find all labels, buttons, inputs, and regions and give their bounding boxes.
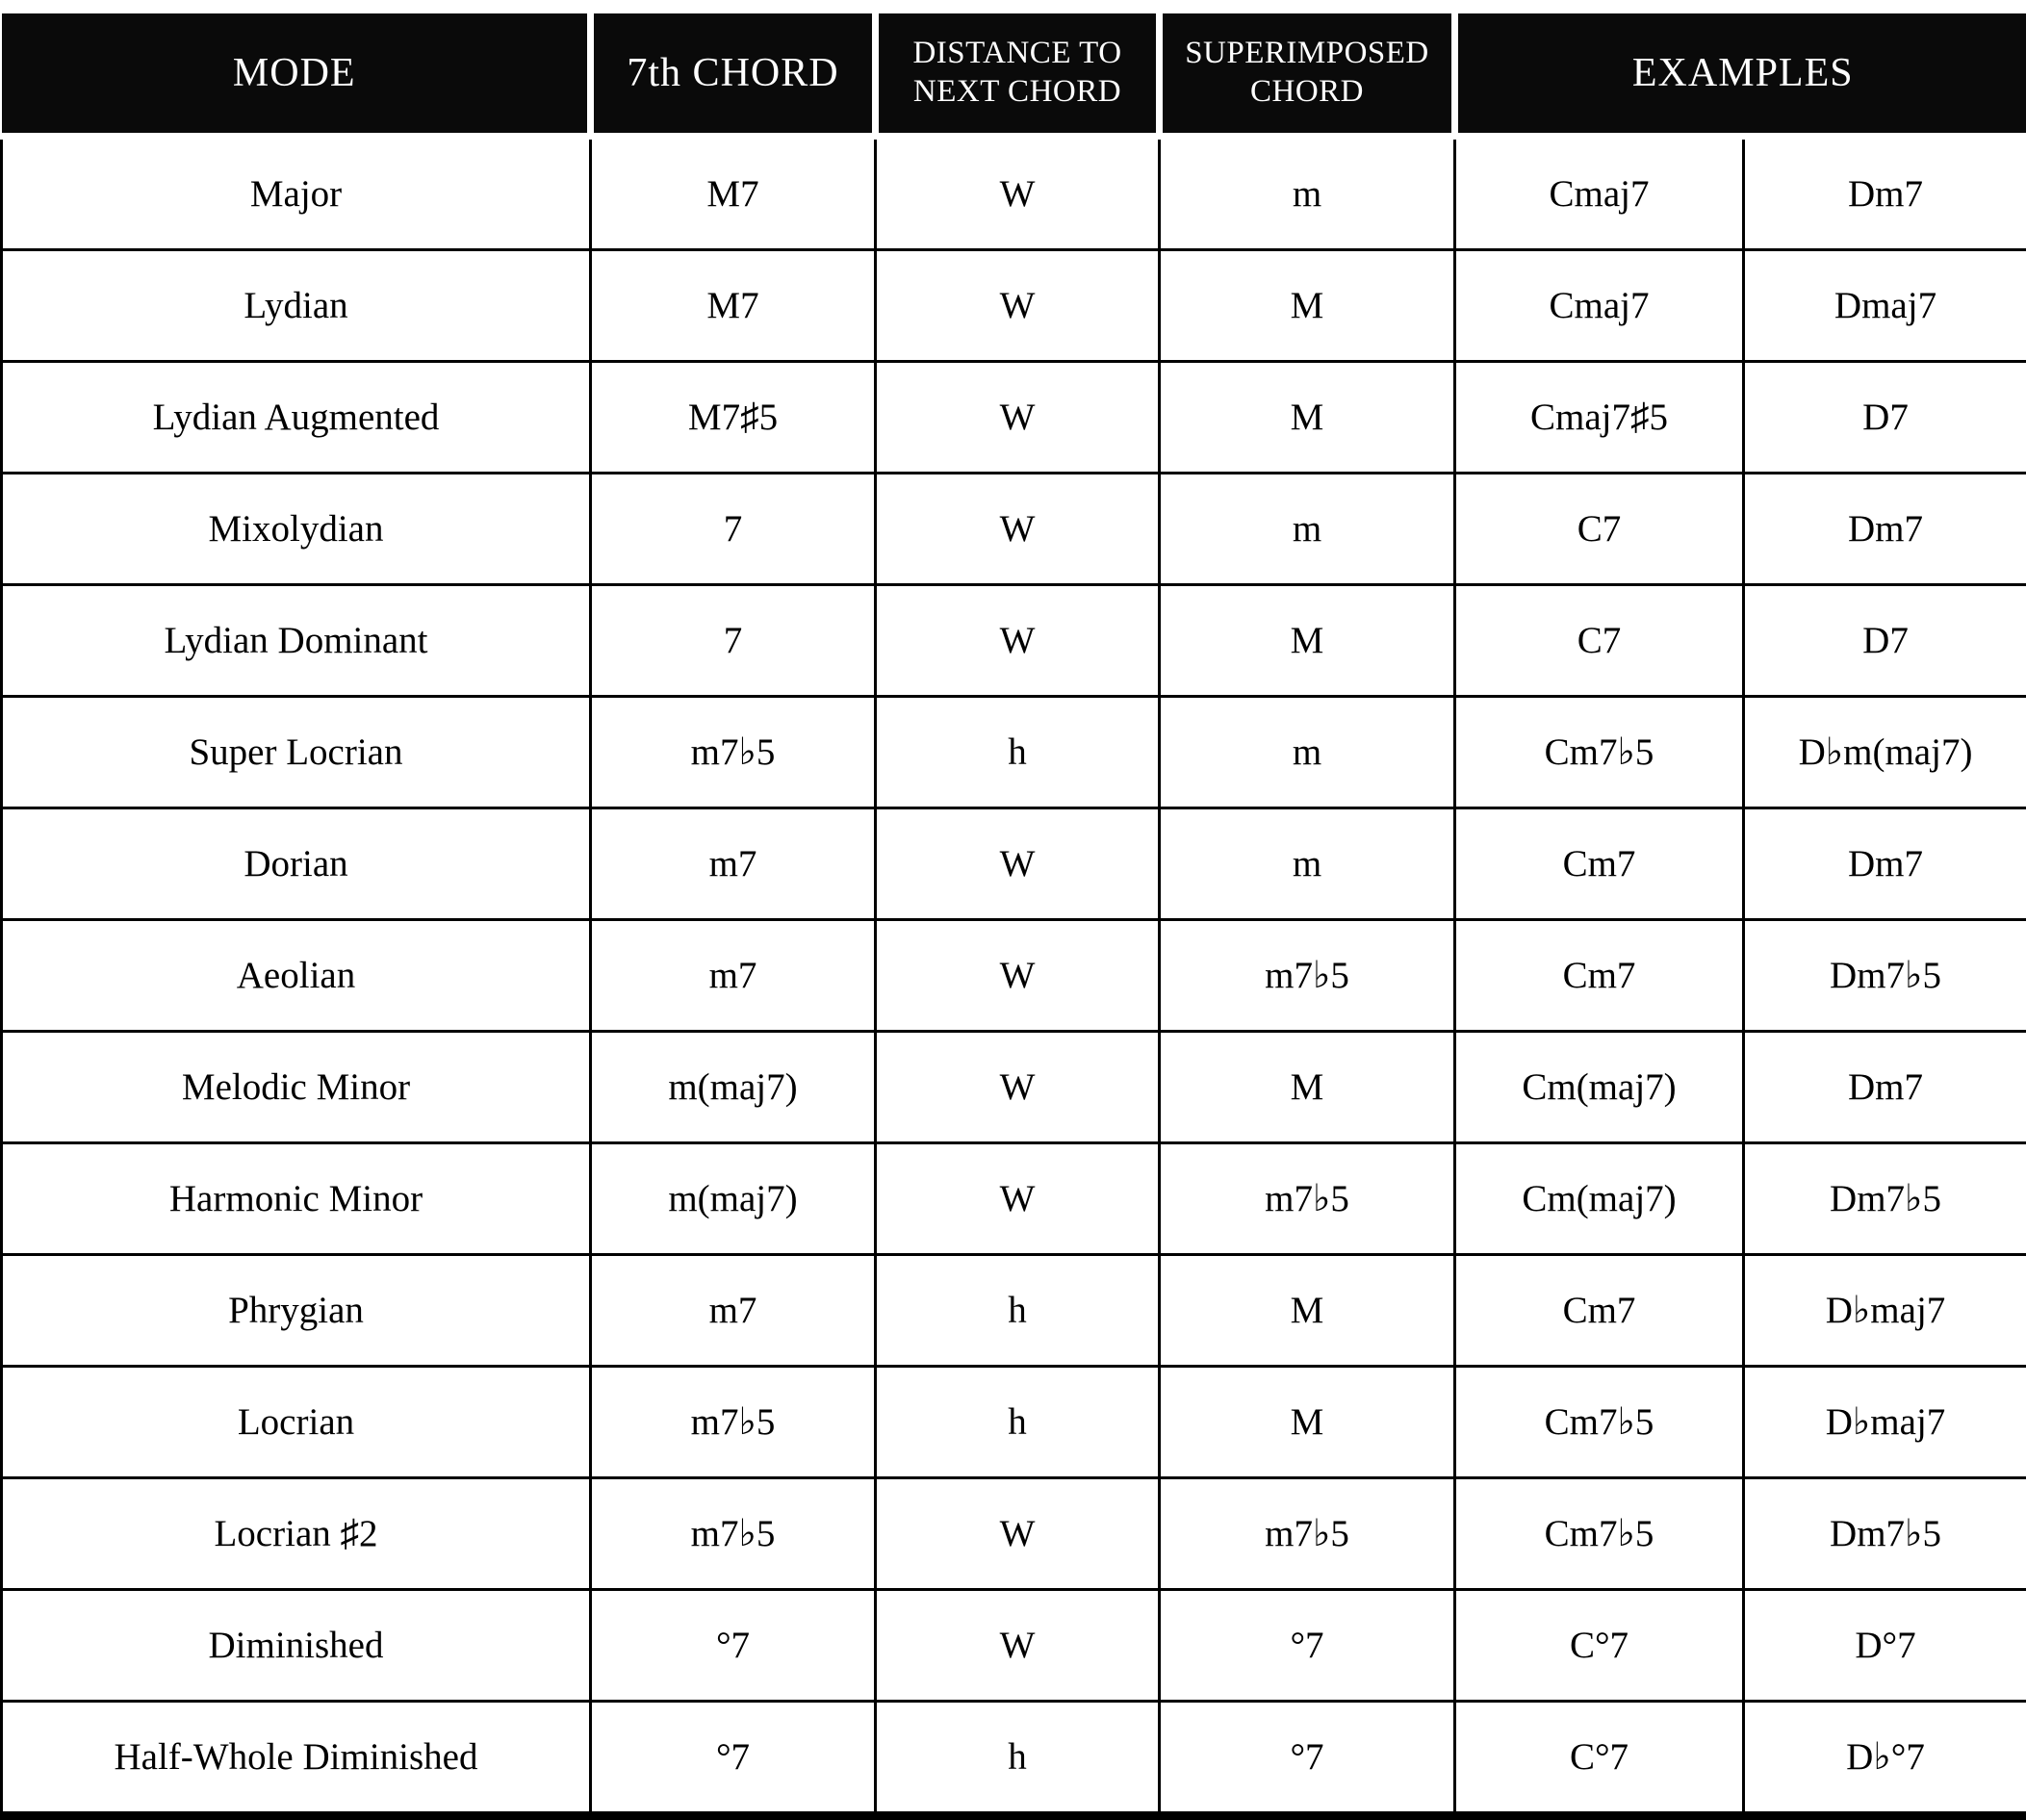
table-row xyxy=(2,697,2026,808)
table-row xyxy=(2,362,2026,474)
cell-distance-to-next-chord: W xyxy=(876,1478,1160,1590)
cell-mode: Aeolian xyxy=(2,920,591,1032)
cell-example-1: Cmaj7 xyxy=(1455,250,1744,362)
cell-seventh-chord: m7♭5 xyxy=(591,1367,876,1478)
cell-mode: Super Locrian xyxy=(2,697,591,808)
cell-mode: Locrian xyxy=(2,1367,591,1478)
cell-mode: Lydian Augmented xyxy=(2,362,591,474)
cell-mode: Harmonic Minor xyxy=(2,1143,591,1255)
cell-mode: Lydian Dominant xyxy=(2,585,591,697)
cell-superimposed-chord: M xyxy=(1160,362,1455,474)
cell-example-1: Cm7♭5 xyxy=(1455,697,1744,808)
header-examples: EXAMPLES xyxy=(1455,13,2026,137)
cell-superimposed-chord: M xyxy=(1160,1255,1455,1367)
cell-mode: Locrian ♯2 xyxy=(2,1478,591,1590)
table-row xyxy=(2,1367,2026,1478)
cell-example-1: Cm7♭5 xyxy=(1455,1367,1744,1478)
header-row xyxy=(2,13,2026,137)
table-row xyxy=(2,808,2026,920)
cell-seventh-chord: °7 xyxy=(591,1702,876,1816)
cell-superimposed-chord: m xyxy=(1160,137,1455,250)
cell-superimposed-chord: m7♭5 xyxy=(1160,1478,1455,1590)
cell-example-2: Dm7 xyxy=(1744,1032,2026,1143)
cell-distance-to-next-chord: W xyxy=(876,1032,1160,1143)
cell-distance-to-next-chord: W xyxy=(876,1143,1160,1255)
cell-superimposed-chord: °7 xyxy=(1160,1702,1455,1816)
cell-seventh-chord: m7 xyxy=(591,808,876,920)
cell-distance-to-next-chord: W xyxy=(876,920,1160,1032)
cell-example-2: Dm7♭5 xyxy=(1744,920,2026,1032)
cell-mode: Diminished xyxy=(2,1590,591,1702)
table-row xyxy=(2,474,2026,585)
cell-example-1: Cm7 xyxy=(1455,920,1744,1032)
cell-mode: Lydian xyxy=(2,250,591,362)
cell-seventh-chord: m7 xyxy=(591,1255,876,1367)
cell-example-1: Cm(maj7) xyxy=(1455,1032,1744,1143)
table-body xyxy=(2,137,2026,1816)
cell-superimposed-chord: m xyxy=(1160,474,1455,585)
cell-example-1: Cm7♭5 xyxy=(1455,1478,1744,1590)
cell-example-1: Cmaj7 xyxy=(1455,137,1744,250)
cell-mode: Dorian xyxy=(2,808,591,920)
cell-distance-to-next-chord: W xyxy=(876,250,1160,362)
table-row xyxy=(2,1478,2026,1590)
cell-seventh-chord: m7♭5 xyxy=(591,1478,876,1590)
cell-example-2: D7 xyxy=(1744,585,2026,697)
cell-superimposed-chord: M xyxy=(1160,585,1455,697)
cell-mode: Major xyxy=(2,137,591,250)
cell-example-2: Dm7 xyxy=(1744,808,2026,920)
table-row xyxy=(2,585,2026,697)
cell-distance-to-next-chord: h xyxy=(876,697,1160,808)
cell-seventh-chord: °7 xyxy=(591,1590,876,1702)
cell-distance-to-next-chord: W xyxy=(876,137,1160,250)
cell-superimposed-chord: M xyxy=(1160,1367,1455,1478)
cell-seventh-chord: m(maj7) xyxy=(591,1143,876,1255)
header-superimposed-chord: SUPERIMPOSED CHORD xyxy=(1160,13,1455,137)
table-row xyxy=(2,1590,2026,1702)
cell-mode: Phrygian xyxy=(2,1255,591,1367)
cell-superimposed-chord: m7♭5 xyxy=(1160,920,1455,1032)
table-row xyxy=(2,250,2026,362)
cell-distance-to-next-chord: W xyxy=(876,362,1160,474)
cell-distance-to-next-chord: h xyxy=(876,1702,1160,1816)
cell-distance-to-next-chord: W xyxy=(876,474,1160,585)
cell-example-2: D♭maj7 xyxy=(1744,1255,2026,1367)
cell-example-1: C°7 xyxy=(1455,1590,1744,1702)
cell-distance-to-next-chord: W xyxy=(876,585,1160,697)
cell-example-2: D♭m(maj7) xyxy=(1744,697,2026,808)
cell-distance-to-next-chord: W xyxy=(876,1590,1160,1702)
cell-example-2: Dm7♭5 xyxy=(1744,1143,2026,1255)
table-row xyxy=(2,1143,2026,1255)
cell-seventh-chord: m7 xyxy=(591,920,876,1032)
cell-seventh-chord: 7 xyxy=(591,474,876,585)
table-row xyxy=(2,1702,2026,1816)
cell-seventh-chord: M7 xyxy=(591,250,876,362)
cell-example-2: Dm7 xyxy=(1744,474,2026,585)
cell-example-1: C7 xyxy=(1455,474,1744,585)
table-header xyxy=(2,13,2026,137)
cell-seventh-chord: 7 xyxy=(591,585,876,697)
cell-distance-to-next-chord: h xyxy=(876,1367,1160,1478)
cell-example-1: C7 xyxy=(1455,585,1744,697)
cell-superimposed-chord: M xyxy=(1160,1032,1455,1143)
cell-superimposed-chord: M xyxy=(1160,250,1455,362)
header-mode: MODE xyxy=(2,13,591,137)
cell-seventh-chord: M7 xyxy=(591,137,876,250)
cell-example-2: Dm7 xyxy=(1744,137,2026,250)
cell-seventh-chord: m(maj7) xyxy=(591,1032,876,1143)
header-seventh-chord: 7th CHORD xyxy=(591,13,876,137)
cell-mode: Half-Whole Diminished xyxy=(2,1702,591,1816)
cell-example-2: D7 xyxy=(1744,362,2026,474)
cell-superimposed-chord: m7♭5 xyxy=(1160,1143,1455,1255)
cell-example-1: Cm(maj7) xyxy=(1455,1143,1744,1255)
cell-distance-to-next-chord: W xyxy=(876,808,1160,920)
cell-example-1: Cm7 xyxy=(1455,1255,1744,1367)
cell-distance-to-next-chord: h xyxy=(876,1255,1160,1367)
cell-example-1: Cmaj7♯5 xyxy=(1455,362,1744,474)
cell-seventh-chord: M7♯5 xyxy=(591,362,876,474)
header-distance-to-next-chord: DISTANCE TO NEXT CHORD xyxy=(876,13,1160,137)
cell-example-2: D♭maj7 xyxy=(1744,1367,2026,1478)
cell-example-1: Cm7 xyxy=(1455,808,1744,920)
cell-superimposed-chord: m xyxy=(1160,808,1455,920)
table-row xyxy=(2,920,2026,1032)
cell-superimposed-chord: m xyxy=(1160,697,1455,808)
cell-superimposed-chord: °7 xyxy=(1160,1590,1455,1702)
cell-example-2: D♭°7 xyxy=(1744,1702,2026,1816)
cell-seventh-chord: m7♭5 xyxy=(591,697,876,808)
table-row xyxy=(2,1032,2026,1143)
cell-example-2: Dm7♭5 xyxy=(1744,1478,2026,1590)
cell-mode: Melodic Minor xyxy=(2,1032,591,1143)
modes-chart-table xyxy=(0,13,2026,1820)
cell-example-1: C°7 xyxy=(1455,1702,1744,1816)
cell-example-2: Dmaj7 xyxy=(1744,250,2026,362)
table-row xyxy=(2,1255,2026,1367)
table-row xyxy=(2,137,2026,250)
cell-example-2: D°7 xyxy=(1744,1590,2026,1702)
cell-mode: Mixolydian xyxy=(2,474,591,585)
